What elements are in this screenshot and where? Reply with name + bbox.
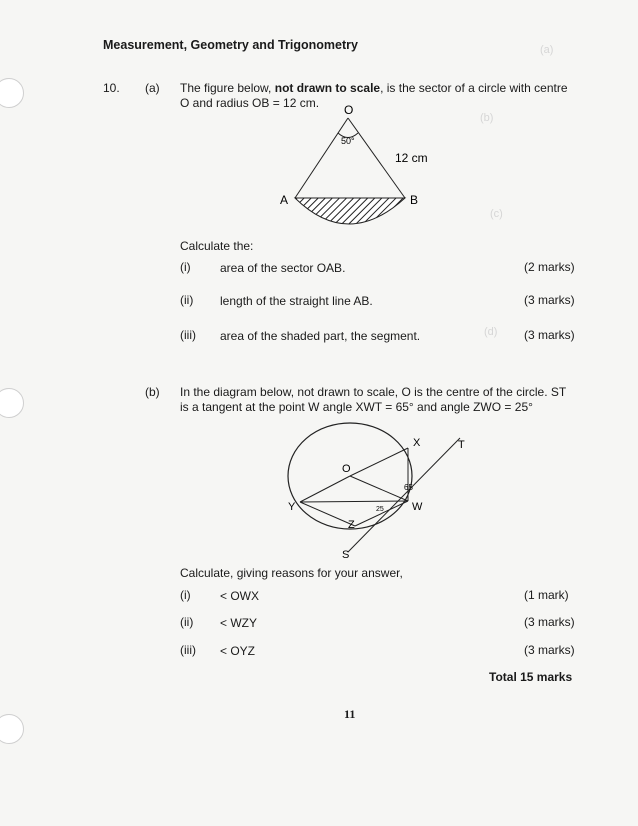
angle-label: 50° (341, 136, 355, 146)
part-b-item-3-num: (iii) (180, 643, 196, 657)
label-y: Y (288, 501, 296, 513)
part-b-item-3-text: < OYZ (220, 644, 256, 658)
label-25: 25 (376, 506, 384, 513)
line-yz (300, 502, 355, 526)
label-t: T (458, 439, 465, 451)
label-o: O (344, 103, 354, 117)
label-z: Z (348, 519, 355, 531)
part-a-item-3-num: (iii) (180, 328, 196, 342)
label-s: S (342, 549, 350, 561)
total-marks: Total 15 marks (489, 670, 573, 684)
part-b-line1: In the diagram below, not drawn to scale, O is the centre of the circle. ST (180, 385, 567, 399)
part-b-item-1-marks: (1 mark) (524, 588, 569, 602)
part-a-item-3-text: area of the shaded part, the segment. (220, 329, 421, 343)
page-number: 11 (344, 707, 356, 721)
label-65: 65 (404, 483, 413, 492)
part-b-item-2-num: (ii) (180, 615, 194, 629)
sector-figure (260, 100, 460, 240)
line-ox (350, 448, 408, 476)
part-a-intro-bold: not drawn to scale (274, 81, 381, 95)
part-b-item-2-text: < WZY (220, 616, 258, 630)
label-b: B (410, 193, 419, 207)
part-b-calculate: Calculate, giving reasons for your answer, (180, 566, 403, 580)
circle-figure (280, 418, 480, 563)
shaded-segment (295, 198, 405, 224)
part-a-item-2-num: (ii) (180, 293, 194, 307)
line-ow (350, 476, 408, 501)
label-w: W (412, 501, 423, 513)
part-a-item-3-marks: (3 marks) (524, 328, 575, 342)
line-oy (300, 476, 350, 502)
part-a-intro-post: , is the sector of a circle with centre (380, 81, 568, 95)
bleed-through-text: (b) (480, 112, 494, 124)
part-a-intro-pre: The figure below, (180, 81, 275, 95)
label-o2: O (342, 463, 351, 475)
binder-hole-top (0, 78, 24, 108)
part-a-intro (180, 80, 568, 96)
part-b-line2: is a tangent at the point W angle XWT = 65° and angle ZWO = 25° (180, 400, 533, 414)
part-a-intro-line2: O and radius OB = 12 cm. (180, 96, 320, 110)
part-b-label: (b) (145, 385, 160, 399)
label-a: A (280, 193, 289, 207)
part-b-item-1-num: (i) (180, 588, 191, 602)
part-b-item-2-marks: (3 marks) (524, 615, 575, 629)
bleed-through-text: (a) (540, 44, 554, 56)
binder-hole-middle (0, 388, 24, 418)
bleed-through-text: (d) (484, 326, 498, 338)
part-a-label: (a) (145, 81, 160, 95)
part-a-item-2-marks: (3 marks) (524, 293, 575, 307)
question-number: 10. (103, 81, 120, 95)
label-x: X (413, 437, 421, 449)
binder-hole-bottom (0, 714, 24, 744)
part-a-item-1-text: area of the sector OAB. (220, 261, 346, 275)
radius-oa (295, 118, 348, 198)
line-yw (300, 501, 408, 502)
part-a-item-1-marks: (2 marks) (524, 260, 575, 274)
bleed-through-text: (c) (490, 208, 503, 220)
part-b-item-3-marks: (3 marks) (524, 643, 575, 657)
section-heading: Measurement, Geometry and Trigonometry (103, 38, 358, 52)
tangent-st (348, 438, 460, 552)
part-a-item-2-text: length of the straight line AB. (220, 294, 373, 308)
part-a-item-1-num: (i) (180, 260, 191, 274)
radius-label: 12 cm (395, 151, 428, 165)
part-b-item-1-text: < OWX (220, 589, 260, 603)
part-a-calculate: Calculate the: (180, 239, 254, 253)
